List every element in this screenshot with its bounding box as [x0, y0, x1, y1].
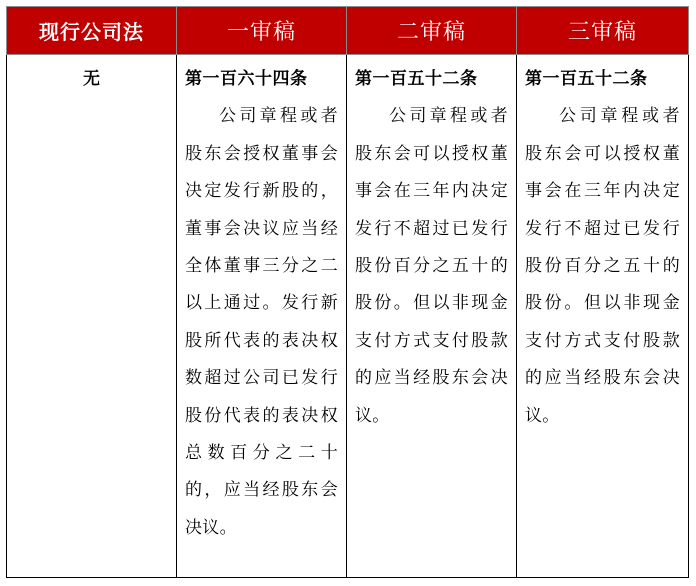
draft3-article-title: 第一百五十二条	[525, 69, 648, 89]
draft2-article-body: 公司章程或者股东会可以授权董事会在三年内决定发行不超过已发行股份百分之五十的股份。但以非现金支付方式支付股款的应当经股东会决议。	[355, 106, 508, 426]
draft3-cell	[517, 55, 689, 578]
draft1-cell	[177, 55, 347, 578]
draft1-article-title: 第一百六十四条	[185, 69, 308, 89]
current-law-cell	[7, 55, 177, 578]
content-row	[7, 55, 689, 578]
header-draft-1: 一审稿	[177, 7, 347, 55]
header-draft-2: 二审稿	[347, 7, 517, 55]
draft3-article-body: 公司章程或者股东会可以授权董事会在三年内决定发行不超过已发行股份百分之五十的股份。但以非现金支付方式支付股款的应当经股东会决议。	[525, 106, 680, 426]
law-comparison-table	[6, 6, 689, 578]
draft1-article-body: 公司章程或者股东会授权董事会决定发行新股的，董事会决议应当经全体董事三分之二以上通过。发行新股所代表的表决权数超过公司已发行股份代表的表决权总数百分之二十的，应当经股东会决议。	[185, 106, 338, 538]
draft2-cell	[347, 55, 517, 578]
header-current-law: 现行公司法	[7, 7, 177, 55]
comparison-table-container	[6, 6, 688, 578]
header-row	[7, 7, 689, 55]
current-law-text: 无	[83, 69, 100, 89]
header-draft-3: 三审稿	[517, 7, 689, 55]
draft2-article-title: 第一百五十二条	[355, 69, 478, 89]
